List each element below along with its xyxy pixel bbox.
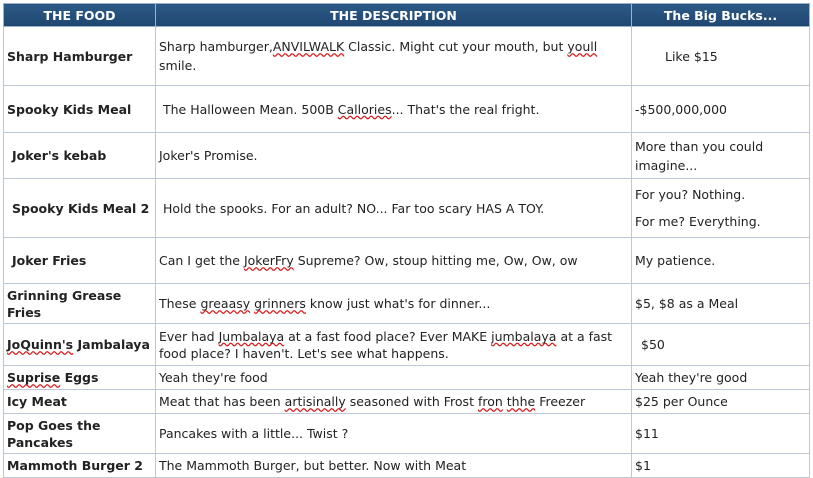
description-text: Meat that has been [159,394,285,409]
description-text: Freezer [535,394,586,409]
description-cell: The Mammoth Burger, but better. Now with Meat [156,454,632,478]
header-price: The Big Bucks... [632,4,810,27]
price-cell: $1 [632,454,810,478]
food-cell: Spooky Kids Meal [4,86,156,133]
misspelled-word: JoQuinn's [7,337,74,352]
misspelled-word: Jumbalaya [218,328,285,344]
table-row [4,238,810,284]
table-row [4,324,810,366]
description-cell [156,390,632,414]
description-text: Classic. Might cut your mouth, but [344,39,568,54]
description-text: The Halloween Mean. 500B [163,101,338,117]
table-row [4,133,810,179]
description-cell [156,238,632,284]
table-row [4,454,810,478]
price-cell: $50 [632,324,810,366]
food-cell [4,366,156,390]
description-cell: Pancakes with a little... Twist ? [156,414,632,454]
misspelled-word: greaasy [200,296,251,311]
description-cell [156,27,632,86]
description-text: smile. [159,58,197,73]
description-text: ... That's the real fright. [391,101,540,117]
price-cell [632,179,810,238]
description-text: know just what's for dinner... [305,296,491,311]
food-cell: Grinning Grease Fries [4,284,156,324]
menu-table [3,3,810,478]
price-text: For you? Nothing. [635,187,746,202]
misspelled-word: Callories [337,101,392,117]
food-cell: Pop Goes the Pancakes [4,414,156,454]
table-row [4,366,810,390]
price-cell: $11 [632,414,810,454]
description-cell: Hold the spooks. For an adult? NO... Far too scary HAS A TOY. [156,179,632,238]
table-row [4,390,810,414]
food-cell: Spooky Kids Meal 2 [4,179,156,238]
misspelled-word: thhe [506,394,536,409]
table-row [4,86,810,133]
header-description: THE DESCRIPTION [156,4,632,27]
food-cell: Icy Meat [4,390,156,414]
food-text: Jambalaya [73,337,150,352]
food-cell [4,324,156,366]
misspelled-word: jumbalaya [491,328,557,344]
table-row [4,284,810,324]
description-cell [156,284,632,324]
price-cell: $5, $8 as a Meal [632,284,810,324]
price-cell: Yeah they're good [632,366,810,390]
description-text: at a fast food place? I haven't. Let's see what happens. [159,328,613,361]
misspelled-word: ANVILWALK [272,39,345,54]
misspelled-word: youll [567,39,598,54]
price-text: Like $15 [665,48,718,64]
price-cell [632,27,810,86]
misspelled-word: artisinally [284,394,346,409]
misspelled-word: Suprise [7,370,61,385]
description-cell [156,324,632,366]
table-row [4,179,810,238]
price-cell: $25 per Ounce [632,390,810,414]
table-row [4,414,810,454]
description-cell: Yeah they're food [156,366,632,390]
header-row [4,4,810,27]
description-cell [156,86,632,133]
description-text: seasoned with Frost [345,394,478,409]
price-cell: -$500,000,000 [632,86,810,133]
misspelled-word: fron [477,394,503,409]
description-text: Ever had [159,328,219,344]
description-text: at a fast food place? Ever MAKE [284,328,492,344]
misspelled-word: JokerFry [243,253,294,268]
header-food: THE FOOD [4,4,156,27]
misspelled-word: grinners [254,296,306,311]
food-cell: Mammoth Burger 2 [4,454,156,478]
price-cell: My patience. [632,238,810,284]
food-cell: Sharp Hamburger [4,27,156,86]
description-cell: Joker's Promise. [156,133,632,179]
description-text: Sharp hamburger, [159,39,273,54]
price-cell: More than you could imagine... [632,133,810,179]
food-text: Eggs [60,370,99,385]
description-text: These [159,296,201,311]
food-cell: Joker Fries [4,238,156,284]
food-cell: Joker's kebab [4,133,156,179]
description-text: Supreme? Ow, stoup hitting me, Ow, Ow, ow [293,253,578,268]
price-text: For me? Everything. [635,214,761,229]
description-text: Can I get the [159,253,244,268]
table-row [4,27,810,86]
